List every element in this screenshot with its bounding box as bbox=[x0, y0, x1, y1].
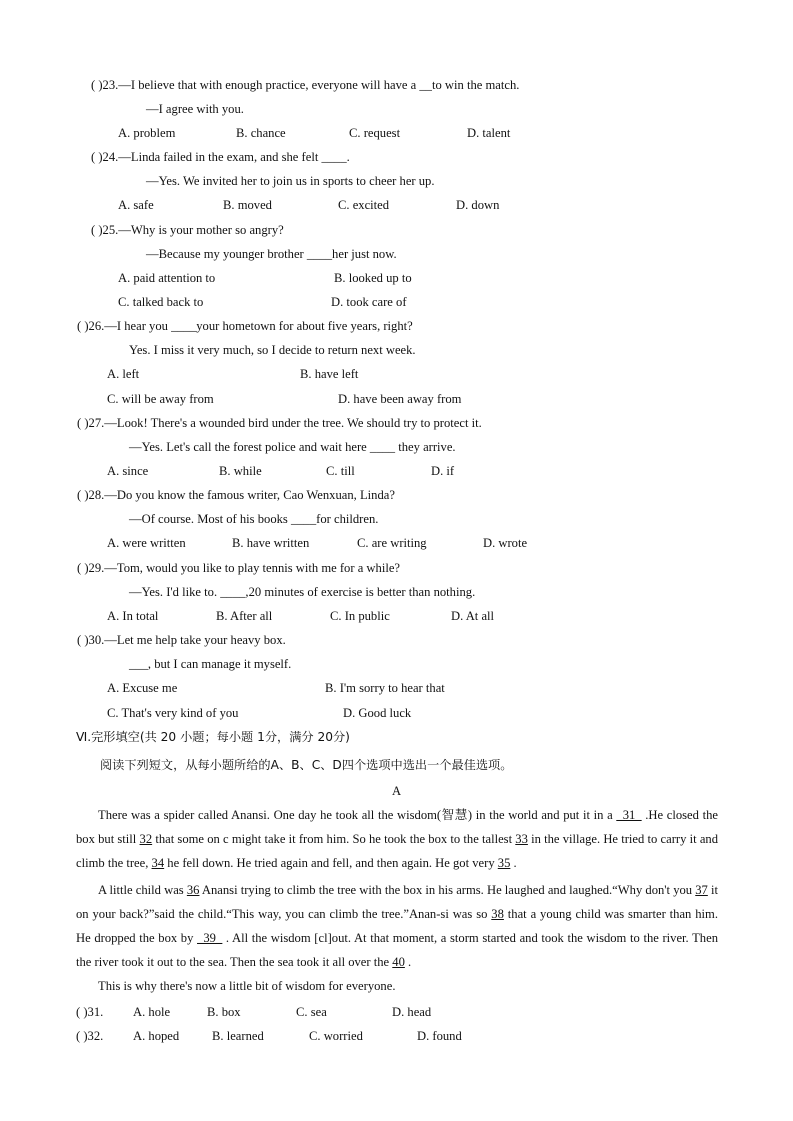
question-30 bbox=[77, 632, 286, 648]
cloze-32-option-c: C. worried bbox=[309, 1029, 363, 1043]
q28-option-b: B. have written bbox=[232, 536, 310, 550]
q28-option-d: D. wrote bbox=[483, 536, 528, 550]
cloze-31-paren: ( )31. bbox=[76, 1005, 104, 1019]
q29-option-d: D. At all bbox=[451, 609, 495, 623]
cloze-32-paren: ( )32. bbox=[76, 1029, 104, 1043]
q30-paren: ( )30. bbox=[77, 633, 105, 647]
question-23 bbox=[91, 77, 519, 93]
q25-option-d: D. took care of bbox=[331, 295, 407, 309]
q24-paren: ( )24. bbox=[91, 150, 119, 164]
q27-option-b: B. while bbox=[219, 464, 262, 478]
blank-31: _31_ bbox=[616, 808, 642, 822]
question-25 bbox=[91, 222, 284, 238]
q23-stem: —I believe that with enough practice, everyone will have a __to win the match. bbox=[118, 78, 520, 92]
cloze-32-option-a: A. hoped bbox=[133, 1029, 180, 1043]
q25-option-a: A. paid attention to bbox=[118, 271, 216, 285]
q26-option-a: A. left bbox=[107, 367, 140, 381]
cloze-31-option-a: A. hole bbox=[133, 1005, 171, 1019]
q23-option-c: C. request bbox=[349, 126, 401, 140]
blank-38: 38 bbox=[491, 907, 504, 921]
q23-reply: —I agree with you. bbox=[146, 102, 244, 116]
q24-option-c: C. excited bbox=[338, 198, 390, 212]
question-26 bbox=[77, 318, 413, 334]
q29-stem: —Tom, would you like to play tennis with me for a while? bbox=[104, 561, 401, 575]
section-instruction: 阅读下列短文，从每小题所给的A、B、C、D四个选项中选出一个最佳选项。 bbox=[100, 758, 513, 772]
q24-option-d: D. down bbox=[456, 198, 500, 212]
q30-option-b: B. I'm sorry to hear that bbox=[325, 681, 445, 695]
question-29 bbox=[77, 560, 400, 576]
q30-option-a: A. Excuse me bbox=[107, 681, 178, 695]
q28-reply: —Of course. Most of his books ____for children. bbox=[129, 512, 379, 526]
q26-option-b: B. have left bbox=[300, 367, 359, 381]
q27-paren: ( )27. bbox=[77, 416, 105, 430]
q28-stem: —Do you know the famous writer, Cao Wenxuan, Linda? bbox=[104, 488, 395, 502]
q24-option-a: A. safe bbox=[118, 198, 154, 212]
q30-stem: —Let me help take your heavy box. bbox=[104, 633, 286, 647]
cloze-32-option-d: D. found bbox=[417, 1029, 462, 1043]
q30-option-c: C. That's very kind of you bbox=[107, 706, 239, 720]
q27-option-d: D. if bbox=[431, 464, 455, 478]
passage-label: A bbox=[392, 784, 402, 798]
q29-option-b: B. After all bbox=[216, 609, 273, 623]
q27-reply: —Yes. Let's call the forest police and wait here ____ they arrive. bbox=[129, 440, 456, 454]
q25-option-b: B. looked up to bbox=[334, 271, 412, 285]
q27-option-c: C. till bbox=[326, 464, 355, 478]
q25-paren: ( )25. bbox=[91, 223, 119, 237]
q23-option-d: D. talent bbox=[467, 126, 511, 140]
q26-paren: ( )26. bbox=[77, 319, 105, 333]
q28-paren: ( )28. bbox=[77, 488, 105, 502]
passage-paragraph-1: There was a spider called Anansi. One day he took all the wisdom(智慧) in the world and put it in a _31_ .He closed the box but still 32 that some on c might take it from him. So he took the box to the tallest 33 in the village. He tried to carry it and climb the tree, 34 he fell down. He tried again and fell, and then again. He got very 35 . bbox=[76, 808, 719, 870]
q28-option-c: C. are writing bbox=[357, 536, 427, 550]
q26-reply: Yes. I miss it very much, so I decide to return next week. bbox=[129, 343, 416, 357]
blank-36: 36 bbox=[186, 883, 200, 897]
section-heading: Ⅵ.完形填空(共 20 小题；每小题 1分，满分 20分) bbox=[76, 730, 350, 744]
q25-option-c: C. talked back to bbox=[118, 295, 204, 309]
blank-35: 35 bbox=[497, 856, 511, 870]
cloze-31-option-d: D. head bbox=[392, 1005, 432, 1019]
q29-paren: ( )29. bbox=[77, 561, 105, 575]
q26-stem: —I hear you ____your hometown for about five years, right? bbox=[104, 319, 413, 333]
cloze-31-option-c: C. sea bbox=[296, 1005, 327, 1019]
q23-option-b: B. chance bbox=[236, 126, 286, 140]
blank-39: _39_ bbox=[197, 931, 223, 945]
q23-option-a: A. problem bbox=[118, 126, 176, 140]
passage-paragraph-3: This is why there's now a little bit of wisdom for everyone. bbox=[98, 979, 396, 993]
q27-option-a: A. since bbox=[107, 464, 149, 478]
question-28 bbox=[77, 487, 395, 503]
q26-option-d: D. have been away from bbox=[338, 392, 462, 406]
blank-33: 33 bbox=[515, 832, 528, 846]
q28-option-a: A. were written bbox=[107, 536, 186, 550]
q24-reply: —Yes. We invited her to join us in sports to cheer her up. bbox=[146, 174, 435, 188]
cloze-31-option-b: B. box bbox=[207, 1005, 241, 1019]
question-24 bbox=[91, 149, 350, 165]
q29-option-a: A. In total bbox=[107, 609, 159, 623]
q29-option-c: C. In public bbox=[330, 609, 390, 623]
q23-paren: ( )23. bbox=[91, 78, 119, 92]
blank-37: 37 bbox=[695, 883, 708, 897]
q25-reply: —Because my younger brother ____her just now. bbox=[146, 247, 397, 261]
q26-option-c: C. will be away from bbox=[107, 392, 214, 406]
blank-34: 34 bbox=[151, 856, 165, 870]
blank-32: 32 bbox=[139, 832, 153, 846]
question-27 bbox=[77, 415, 482, 431]
passage-paragraph-2: A little child was 36 Anansi trying to climb the tree with the box in his arms. He laughed and laughed.“Why don't you 37 it on your back?”said the child.“This way, you can climb the tree.”Anan-si was so 38 that a young child was smarter than him. He dropped the box by _39_ . All the wisdom [cl]out. At that moment, a storm started and took the wisdom to the river. Then the river took it out to the sea. Then the sea took it all over the 40 . bbox=[76, 883, 718, 969]
blank-40: 40 bbox=[392, 955, 405, 969]
q25-stem: —Why is your mother so angry? bbox=[118, 223, 284, 237]
cloze-32-option-b: B. learned bbox=[212, 1029, 264, 1043]
q29-reply: —Yes. I'd like to. ____,20 minutes of exercise is better than nothing. bbox=[129, 585, 476, 599]
q30-reply: ___, but I can manage it myself. bbox=[129, 657, 292, 671]
q27-stem: —Look! There's a wounded bird under the tree. We should try to protect it. bbox=[104, 416, 482, 430]
q30-option-d: D. Good luck bbox=[343, 706, 412, 720]
q24-option-b: B. moved bbox=[223, 198, 272, 212]
q24-stem: —Linda failed in the exam, and she felt ____. bbox=[118, 150, 350, 164]
